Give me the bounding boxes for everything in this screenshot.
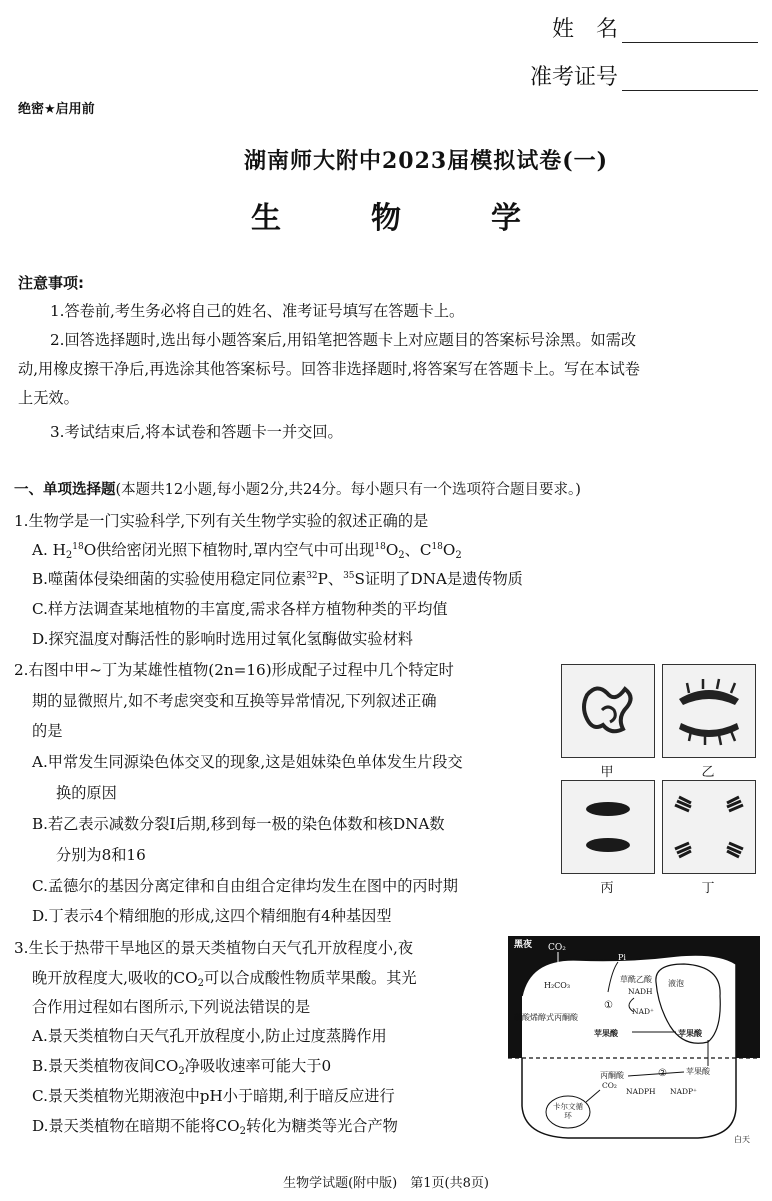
- q3-option-c: C.景天类植物光期液泡中pH小于暗期,利于暗反应进行: [32, 1087, 395, 1105]
- q1-b-sup: 35: [343, 571, 355, 581]
- q1-stem: 1.生物学是一门实验科学,下列有关生物学实验的叙述正确的是: [14, 512, 429, 530]
- q1-a-sup: 18: [374, 542, 386, 552]
- q3-stem-line: 合作用过程如右图所示,下列说法错误的是: [32, 998, 311, 1016]
- micrograph-label: 丁: [701, 881, 715, 896]
- micrograph-yi: [662, 664, 756, 758]
- q1-b-text: S证明了DNA是遗传物质: [354, 570, 523, 588]
- cam-pathway-diagram: [508, 936, 760, 1146]
- micrograph-yi-image: [663, 665, 755, 757]
- micrograph-bing: [561, 780, 655, 874]
- nad-label: NAD⁺: [632, 1007, 654, 1016]
- q3-text: 晚开放程度大,吸收的CO: [32, 969, 198, 987]
- notice-item: 2.回答选择题时,选出每小题答案后,用铅笔把答题卡上对应题目的答案标号涂黑。如需改: [50, 331, 637, 349]
- name-label: 姓 名: [551, 17, 618, 42]
- notice-item: 1.答卷前,考生务必将自己的姓名、准考证号填写在答题卡上。: [50, 302, 465, 320]
- malate-label: 苹果酸: [594, 1028, 618, 1038]
- q1-a-sup: 18: [431, 542, 443, 552]
- q1-option-b: [32, 565, 523, 595]
- micrograph-jia-image: [562, 665, 654, 757]
- q1-a-sub: 2: [398, 550, 405, 561]
- micrograph-label: 甲: [600, 765, 614, 780]
- q3-d-text: 转化为糖类等光合产物: [245, 1117, 398, 1135]
- q1-a-text: O: [385, 541, 399, 559]
- vacuole-label: 液泡: [668, 979, 684, 988]
- micrograph-ding-image: [663, 781, 755, 873]
- pep-label: 磷酸烯醇式丙酮酸: [514, 1013, 578, 1022]
- q1-a-sub: 2: [455, 550, 462, 561]
- exam-title: 湖南师大附中2023届模拟试卷(一): [243, 148, 609, 174]
- co2-label: CO₂: [548, 943, 566, 953]
- night-region: [508, 936, 760, 1058]
- nadh-label: NADH: [628, 987, 653, 996]
- q3-stem-line: 3.生长于热带干旱地区的景天类植物白天气孔开放程度小,夜: [14, 939, 414, 957]
- micrograph-label: 丙: [600, 881, 614, 896]
- q1-b-text: P、: [317, 570, 344, 588]
- calvin-label: 卡尔文循环: [553, 1102, 583, 1120]
- pyruvate-label: 丙酮酸: [600, 1071, 624, 1080]
- q2-stem-line: 的是: [32, 722, 63, 740]
- micrograph-bing-image: [562, 781, 654, 873]
- q3-option-d: [32, 1112, 398, 1142]
- hco3-label: H₂CO₃: [544, 981, 571, 990]
- malate-day-label: 苹果酸: [686, 1067, 710, 1076]
- q1-option-d: D.探究温度对酶活性的影响时选用过氧化氢酶做实验材料: [32, 630, 413, 648]
- micrograph-ding: [662, 780, 756, 874]
- section-note: (本题共12小题,每小题2分,共24分。每小题只有一个选项符合题目要求。): [115, 482, 581, 498]
- section-title: 一、单项选择题: [14, 482, 116, 498]
- q3-b-text: 净吸收速率可能大于0: [184, 1057, 332, 1075]
- q3-option-b: [32, 1052, 331, 1082]
- q3-d-sub: 2: [239, 1126, 246, 1137]
- q1-a-text: 、C: [404, 541, 432, 559]
- name-blank: [622, 18, 758, 43]
- q1-option-a: [32, 536, 462, 566]
- q1-b-sup: 32: [306, 571, 318, 581]
- id-field-row: [530, 60, 758, 91]
- q3-text: 可以合成酸性物质苹果酸。其光: [203, 969, 417, 987]
- night-label: 黑夜: [514, 940, 533, 950]
- micrograph-label: 乙: [701, 765, 715, 780]
- subject-title: 生 物 学: [251, 201, 551, 236]
- vacuole-malate-label: 苹果酸: [678, 1028, 702, 1038]
- q1-a-text: O: [442, 541, 456, 559]
- oaa-label: 草酰乙酸: [620, 975, 652, 984]
- id-blank: [622, 66, 758, 91]
- q1-option-c: C.样方法调查某地植物的丰富度,需求各样方植物种类的平均值: [32, 600, 448, 618]
- secret-mark: 绝密★启用前: [18, 102, 95, 117]
- q2-stem-line: 期的显微照片,如不考虑突变和互换等异常情况,下列叙述正确: [32, 692, 437, 710]
- micrograph-jia: [561, 664, 655, 758]
- q3-stem-line: [32, 964, 417, 994]
- q1-b-text: B.噬菌体侵染细菌的实验使用稳定同位素: [32, 570, 307, 588]
- page-footer: 生物学试题(附中版) 第1页(共8页): [283, 1176, 489, 1191]
- name-field-row: [552, 12, 758, 43]
- q1-a-text: A. H: [32, 541, 66, 559]
- q2-option-a: A.甲常发生同源染色体交叉的现象,这是姐妹染色单体发生片段交: [32, 753, 463, 771]
- co2-day-label: CO₂: [602, 1081, 617, 1090]
- notice-item: 上无效。: [18, 389, 79, 407]
- q2-option-d: D.丁表示4个精细胞的形成,这四个精细胞有4种基因型: [32, 907, 392, 925]
- notice-item: 3.考试结束后,将本试卷和答题卡一并交回。: [50, 423, 343, 441]
- q1-a-sup: 18: [72, 542, 84, 552]
- q2-stem-line: 2.右图中甲~丁为某雄性植物(2n=16)形成配子过程中几个特定时: [14, 661, 454, 679]
- q2-option-b: B.若乙表示减数分裂Ⅰ后期,移到每一极的染色体数和核DNA数: [32, 815, 445, 833]
- q1-a-text: O供给密闭光照下植物时,罩内空气中可出现: [83, 541, 375, 559]
- nadph-label: NADPH: [626, 1087, 656, 1096]
- section-heading: [14, 478, 581, 499]
- id-label: 准考证号: [529, 65, 618, 90]
- q2-option-c: C.孟德尔的基因分离定律和自由组合定律均发生在图中的丙时期: [32, 877, 458, 895]
- q3-sub: 2: [197, 978, 204, 989]
- notice-item: 动,用橡皮擦干净后,再选涂其他答案标号。回答非选择题时,将答案写在答题卡上。写在本试卷: [18, 360, 640, 378]
- q2-option-a-cont: 换的原因: [56, 784, 117, 802]
- step-1-marker: ①: [604, 1000, 613, 1011]
- q1-a-sub: 2: [65, 550, 73, 561]
- pi-label: Pi: [618, 953, 626, 962]
- q3-d-text: D.景天类植物在暗期不能将CO: [32, 1117, 240, 1135]
- q2-option-b-cont: 分别为8和16: [56, 846, 146, 864]
- q3-b-text: B.景天类植物夜间CO: [32, 1057, 179, 1075]
- nadp-label: NADP⁺: [670, 1087, 697, 1096]
- day-label: 白天: [734, 1135, 750, 1144]
- notice-heading: 注意事项:: [18, 274, 84, 292]
- q3-b-sub: 2: [178, 1066, 185, 1077]
- q3-option-a: A.景天类植物白天气孔开放程度小,防止过度蒸腾作用: [32, 1027, 387, 1045]
